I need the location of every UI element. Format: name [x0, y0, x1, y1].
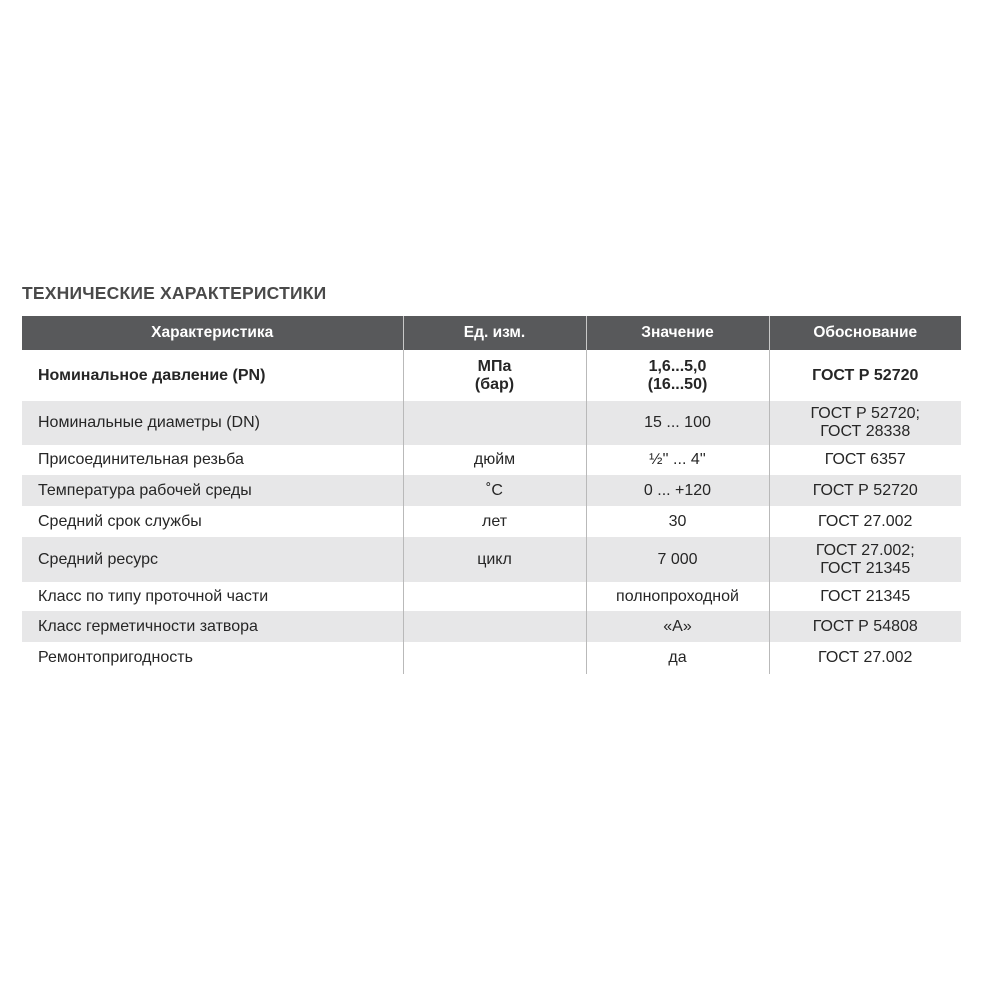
cell-unit — [403, 611, 586, 642]
table-row — [22, 475, 961, 506]
header-basis: Обоснование — [769, 316, 961, 350]
cell-line: 30 — [668, 512, 687, 530]
page-title: ТЕХНИЧЕСКИЕ ХАРАКТЕРИСТИКИ — [22, 283, 327, 303]
cell-line: 15 ... 100 — [644, 414, 711, 431]
table-row — [22, 506, 961, 537]
table-header-row — [22, 316, 961, 350]
cell-line: цикл — [477, 550, 512, 568]
table-row — [22, 401, 961, 445]
cell-characteristic: Средний ресурс — [22, 537, 403, 582]
header-value: Значение — [586, 316, 769, 350]
cell-line: ГОСТ Р 52720; — [810, 405, 920, 422]
cell-line: 0 ... +120 — [643, 481, 712, 499]
cell-line: ГОСТ 27.002 — [818, 512, 913, 530]
cell-characteristic: Средний срок службы — [38, 512, 202, 530]
cell-line: полнопроходной — [616, 587, 739, 605]
cell-basis — [769, 642, 961, 674]
cell-value — [586, 642, 769, 674]
cell-characteristic: Класс по типу проточной части — [38, 587, 269, 605]
cell-characteristic: Класс герметичности затвора — [22, 611, 403, 642]
cell-line: ГОСТ 21345 — [820, 559, 911, 577]
cell-unit — [403, 475, 586, 506]
cell-value — [586, 475, 769, 506]
cell-line: ГОСТ Р 52720 — [812, 366, 919, 384]
cell-unit — [403, 350, 586, 401]
cell-line: ГОСТ Р 52720 — [812, 481, 918, 499]
cell-line: да — [668, 649, 687, 666]
cell-value — [586, 350, 769, 401]
table-row — [22, 350, 961, 401]
table-row — [22, 445, 961, 475]
cell-characteristic: Присоединительная резьба — [38, 451, 244, 468]
cell-basis — [769, 445, 961, 475]
cell-characteristic: Температура рабочей среды — [22, 475, 403, 506]
cell-unit — [403, 537, 586, 582]
cell-value — [586, 506, 769, 537]
cell-value — [586, 611, 769, 642]
cell-line: 1,6...5,0 — [648, 357, 707, 375]
cell-value — [586, 445, 769, 475]
cell-unit — [403, 642, 586, 674]
cell-characteristic: Номинальное давление (PN) — [38, 366, 266, 384]
cell-basis — [769, 350, 961, 401]
cell-line: ГОСТ 27.002 — [818, 649, 913, 666]
cell-line: (бар) — [474, 375, 515, 393]
cell-basis — [769, 475, 961, 506]
cell-line: ГОСТ 21345 — [820, 587, 911, 605]
cell-line: ГОСТ Р 54808 — [812, 617, 918, 635]
cell-basis — [769, 401, 961, 445]
table-row — [22, 537, 961, 582]
cell-line: МПа — [477, 357, 512, 375]
cell-unit — [403, 445, 586, 475]
cell-line: «А» — [663, 617, 692, 635]
cell-line: ГОСТ 28338 — [820, 423, 911, 440]
cell-line: лет — [481, 512, 508, 530]
cell-basis — [769, 506, 961, 537]
table-row — [22, 582, 961, 611]
cell-line: ГОСТ 6357 — [824, 451, 906, 468]
cell-unit — [403, 506, 586, 537]
header-unit: Ед. изм. — [403, 316, 586, 350]
cell-line: дюйм — [473, 451, 516, 468]
cell-value — [586, 537, 769, 582]
cell-value — [586, 401, 769, 445]
cell-basis — [769, 611, 961, 642]
cell-line: ˚C — [486, 481, 503, 499]
cell-line: ГОСТ 27.002; — [815, 541, 915, 559]
cell-unit — [403, 401, 586, 445]
cell-basis — [769, 582, 961, 611]
cell-unit — [403, 582, 586, 611]
cell-line: 7 000 — [657, 550, 698, 568]
table-row — [22, 611, 961, 642]
cell-basis — [769, 537, 961, 582]
cell-line: ½'' ... 4'' — [649, 451, 706, 468]
header-characteristic: Характеристика — [22, 316, 403, 350]
cell-characteristic: Номинальные диаметры (DN) — [22, 401, 403, 445]
specifications-table — [22, 316, 961, 674]
cell-line: (16...50) — [647, 375, 708, 393]
table-row — [22, 642, 961, 674]
cell-characteristic: Ремонтопригодность — [38, 649, 193, 666]
cell-value — [586, 582, 769, 611]
